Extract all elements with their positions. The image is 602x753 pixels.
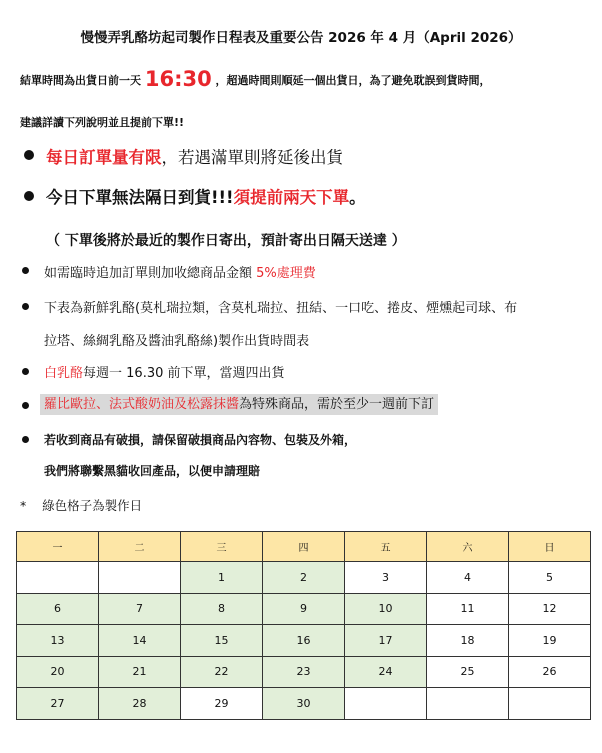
- limited-orders-line: [46, 144, 343, 168]
- calendar-week-row: [17, 625, 591, 657]
- production-day-cell: 23: [263, 656, 345, 688]
- calendar-week-row: [17, 562, 591, 594]
- day-cell: [345, 688, 427, 720]
- special-items-line: [40, 393, 438, 412]
- production-day-cell: 1: [181, 562, 263, 594]
- production-day-cell: 28: [99, 688, 181, 720]
- day-cell: 12: [509, 593, 591, 625]
- special-items-text: 為特殊商品，需於至少一週前下訂: [239, 397, 435, 412]
- production-day-cell: 13: [17, 625, 99, 657]
- day-cell: 5: [509, 562, 591, 594]
- production-day-cell: 21: [99, 656, 181, 688]
- damage-line-2: 我們將聯繫黑貓收回產品，以便申請理賠: [44, 464, 261, 478]
- production-day-cell: 14: [99, 625, 181, 657]
- shipping-note: （ 下單後將於最近的製作日寄出，預計寄出日隔天送達 ）: [46, 233, 406, 249]
- cutoff-time: 16:30: [144, 67, 212, 91]
- special-items-highlight: 羅比歐拉、法式酸奶油及松露抹醬: [44, 397, 240, 412]
- calendar-body: [17, 532, 591, 720]
- cutoff-prefix: 結單時間為出貨日前一天: [20, 74, 141, 87]
- production-day-cell: 16: [263, 625, 345, 657]
- fresh-cheese-line-1: 下表為新鮮乳酪(莫札瑞拉類，含莫札瑞拉、扭結、一口吃、捲皮、煙燻起司球、布: [44, 301, 518, 316]
- weekday-header: 日: [509, 532, 591, 562]
- production-day-cell: 27: [17, 688, 99, 720]
- day-cell: [99, 562, 181, 594]
- weekday-header: 五: [345, 532, 427, 562]
- two-days-ahead-highlight: 須提前兩天下單: [233, 188, 350, 207]
- no-next-day-text: 今日下單無法隔日到貨!!!: [46, 188, 234, 207]
- bullet-dot-icon: [22, 402, 29, 409]
- production-day-cell: 8: [181, 593, 263, 625]
- weekday-header: 二: [99, 532, 181, 562]
- fresh-cheese-line-2: 拉塔、絲綢乳酪及醬油乳酪絲)製作出貨時間表: [44, 334, 310, 349]
- production-day-cell: 6: [17, 593, 99, 625]
- bullet-dot-icon: [22, 267, 29, 274]
- bullet-dot-icon: [22, 368, 29, 375]
- day-cell: 25: [427, 656, 509, 688]
- day-cell: 29: [181, 688, 263, 720]
- cutoff-notice: [20, 68, 491, 92]
- production-day-cell: 17: [345, 625, 427, 657]
- surcharge-text: 如需臨時追加訂單則加收總商品金額: [44, 266, 257, 281]
- weekday-header: 三: [181, 532, 263, 562]
- day-cell: [509, 688, 591, 720]
- limited-orders-highlight: 每日訂單量有限: [46, 148, 162, 167]
- day-cell: 3: [345, 562, 427, 594]
- bullet-dot-icon: [22, 436, 29, 443]
- surcharge-highlight: 5%處理費: [256, 266, 316, 281]
- production-day-cell: 20: [17, 656, 99, 688]
- day-cell: [17, 562, 99, 594]
- weekday-header: 六: [427, 532, 509, 562]
- production-calendar: [16, 531, 591, 720]
- production-day-cell: 9: [263, 593, 345, 625]
- legend-note: * 綠色格子為製作日: [20, 498, 143, 513]
- bullet-dot-icon: [24, 150, 34, 160]
- day-cell: 11: [427, 593, 509, 625]
- production-day-cell: 15: [181, 625, 263, 657]
- bullet-dot-icon: [24, 191, 34, 201]
- bullet-dot-icon: [22, 303, 29, 310]
- day-cell: 4: [427, 562, 509, 594]
- calendar-week-row: [17, 688, 591, 720]
- limited-orders-text: ，若遇滿單則將延後出貨: [161, 148, 343, 167]
- day-cell: 26: [509, 656, 591, 688]
- production-day-cell: 2: [263, 562, 345, 594]
- page-title: 慢慢弄乳酪坊起司製作日程表及重要公告 2026 年 4 月（April 2026）: [80, 30, 522, 46]
- weekday-header: 一: [17, 532, 99, 562]
- no-next-day-line: [46, 184, 366, 208]
- advice-notice: 建議詳讀下列說明並且提前下單!!: [20, 116, 185, 129]
- day-cell: 18: [427, 625, 509, 657]
- weekday-header: 四: [263, 532, 345, 562]
- day-cell: 19: [509, 625, 591, 657]
- production-day-cell: 24: [345, 656, 427, 688]
- white-cheese-line: [44, 362, 285, 381]
- damage-line-1: 若收到商品有破損，請保留破損商品內容物、包裝及外箱，: [44, 433, 357, 447]
- day-cell: [427, 688, 509, 720]
- production-day-cell: 22: [181, 656, 263, 688]
- calendar-week-row: [17, 656, 591, 688]
- production-day-cell: 30: [263, 688, 345, 720]
- surcharge-line: [44, 262, 316, 281]
- white-cheese-text: 每週一 16.30 前下單，當週四出貨: [83, 366, 285, 381]
- no-next-day-end: 。: [349, 188, 366, 207]
- calendar-week-row: [17, 593, 591, 625]
- special-items-highlight-box: [40, 394, 438, 415]
- production-day-cell: 7: [99, 593, 181, 625]
- calendar-header-row: [17, 532, 591, 562]
- white-cheese-highlight: 白乳酪: [44, 366, 84, 381]
- cutoff-suffix: ，超過時間則順延一個出貨日，為了避免耽誤到貨時間，: [215, 74, 491, 87]
- production-day-cell: 10: [345, 593, 427, 625]
